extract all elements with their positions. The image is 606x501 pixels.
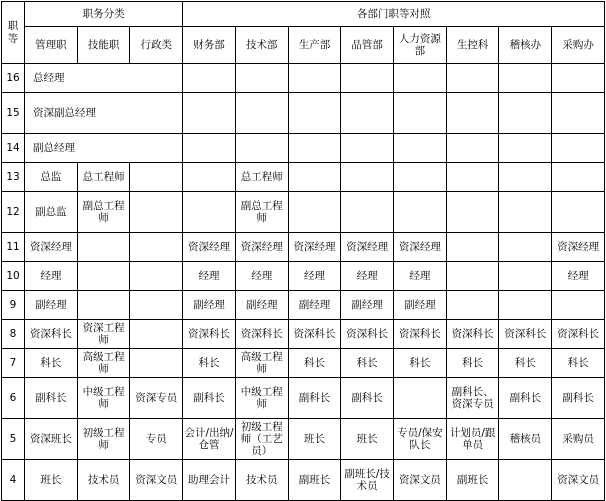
cell xyxy=(77,233,130,262)
rank-column-header: 职等 xyxy=(2,2,25,64)
cell xyxy=(552,163,605,192)
cell xyxy=(288,93,341,134)
column-header-4: 财务部 xyxy=(183,27,236,64)
cell xyxy=(394,192,447,233)
cell: 资深科长 xyxy=(25,320,78,349)
cell xyxy=(288,192,341,233)
cell xyxy=(77,262,130,291)
cell xyxy=(183,192,236,233)
cell xyxy=(341,64,394,93)
cell xyxy=(183,134,236,163)
cell: 副经理 xyxy=(394,291,447,320)
cell: 资深科长 xyxy=(341,320,394,349)
cell xyxy=(130,291,183,320)
cell: 技术员 xyxy=(77,460,130,501)
cell: 副总监 xyxy=(25,192,78,233)
cell: 经理 xyxy=(235,262,288,291)
cell-merged: 资深副总经理 xyxy=(25,93,183,134)
column-header-10: 稽核办 xyxy=(499,27,552,64)
table-row xyxy=(2,93,605,134)
table-row xyxy=(2,192,605,233)
cell: 专员 xyxy=(130,419,183,460)
cell xyxy=(446,291,499,320)
cell: 资深科长 xyxy=(499,320,552,349)
cell: 副经理 xyxy=(183,291,236,320)
cell: 经理 xyxy=(341,262,394,291)
cell xyxy=(341,163,394,192)
cell: 科长 xyxy=(25,349,78,378)
cell xyxy=(499,134,552,163)
cell: 经理 xyxy=(394,262,447,291)
table-row xyxy=(2,163,605,192)
cell: 科长 xyxy=(552,349,605,378)
cell xyxy=(235,134,288,163)
cell: 助理会计 xyxy=(183,460,236,501)
column-header-11: 采购办 xyxy=(552,27,605,64)
rank-cell: 7 xyxy=(2,349,25,378)
cell: 副科长、资深专员 xyxy=(446,378,499,419)
cell xyxy=(552,192,605,233)
cell xyxy=(446,163,499,192)
cell: 班长 xyxy=(341,419,394,460)
cell xyxy=(288,163,341,192)
cell xyxy=(499,233,552,262)
cell: 初级工程师 xyxy=(77,419,130,460)
cell: 资深经理 xyxy=(552,233,605,262)
cell: 科长 xyxy=(394,349,447,378)
cell xyxy=(552,64,605,93)
group-header-1: 职务分类 xyxy=(25,2,183,27)
rank-cell: 6 xyxy=(2,378,25,419)
cell xyxy=(446,233,499,262)
group-header-2: 各部门职等对照 xyxy=(183,2,605,27)
rank-cell: 12 xyxy=(2,192,25,233)
table-row xyxy=(2,291,605,320)
cell xyxy=(499,163,552,192)
table-row xyxy=(2,262,605,291)
cell xyxy=(130,320,183,349)
cell xyxy=(499,262,552,291)
cell: 资深经理 xyxy=(288,233,341,262)
rank-cell: 4 xyxy=(2,460,25,501)
cell: 班长 xyxy=(288,419,341,460)
cell: 资深科长 xyxy=(446,320,499,349)
cell: 资深经理 xyxy=(341,233,394,262)
cell: 班长 xyxy=(25,460,78,501)
cell: 专员/保安队长 xyxy=(394,419,447,460)
column-header-5: 技术部 xyxy=(235,27,288,64)
table-header-row-groups xyxy=(2,2,605,27)
rank-cell: 13 xyxy=(2,163,25,192)
cell: 总工程师 xyxy=(235,163,288,192)
cell: 副总工程师 xyxy=(77,192,130,233)
cell: 初级工程师（工艺员） xyxy=(235,419,288,460)
cell xyxy=(552,291,605,320)
table-row xyxy=(2,233,605,262)
table-row xyxy=(2,134,605,163)
cell xyxy=(183,93,236,134)
cell: 中级工程师 xyxy=(235,378,288,419)
rank-cell: 15 xyxy=(2,93,25,134)
cell: 副经理 xyxy=(235,291,288,320)
cell xyxy=(77,291,130,320)
column-header-1: 管理职 xyxy=(25,27,78,64)
cell: 中级工程师 xyxy=(77,378,130,419)
cell: 会计/出纳/仓管 xyxy=(183,419,236,460)
column-header-3: 行政类 xyxy=(130,27,183,64)
cell: 副科长 xyxy=(552,378,605,419)
cell xyxy=(499,93,552,134)
cell: 资深经理 xyxy=(394,233,447,262)
column-header-2: 技能职 xyxy=(77,27,130,64)
cell: 科长 xyxy=(341,349,394,378)
cell xyxy=(341,192,394,233)
cell xyxy=(499,460,552,501)
cell xyxy=(235,93,288,134)
cell: 资深专员 xyxy=(130,378,183,419)
table-header-row-columns xyxy=(2,27,605,64)
rank-cell: 10 xyxy=(2,262,25,291)
cell: 副科长 xyxy=(341,378,394,419)
cell: 科长 xyxy=(499,349,552,378)
cell xyxy=(130,262,183,291)
cell xyxy=(183,64,236,93)
cell xyxy=(130,163,183,192)
cell: 资深科长 xyxy=(394,320,447,349)
cell xyxy=(552,134,605,163)
cell: 副经理 xyxy=(341,291,394,320)
cell xyxy=(183,163,236,192)
cell xyxy=(446,134,499,163)
table-row xyxy=(2,320,605,349)
cell: 副总工程师 xyxy=(235,192,288,233)
table-row xyxy=(2,460,605,501)
rank-cell: 8 xyxy=(2,320,25,349)
cell: 采购员 xyxy=(552,419,605,460)
cell xyxy=(394,64,447,93)
cell: 资深科长 xyxy=(235,320,288,349)
rank-cell: 14 xyxy=(2,134,25,163)
cell: 副科长 xyxy=(499,378,552,419)
rank-cell: 11 xyxy=(2,233,25,262)
cell: 高级工程师 xyxy=(235,349,288,378)
cell: 副班长 xyxy=(288,460,341,501)
cell: 高级工程师 xyxy=(77,349,130,378)
cell-merged: 副总经理 xyxy=(25,134,183,163)
cell: 稽核员 xyxy=(499,419,552,460)
cell: 资深科长 xyxy=(552,320,605,349)
cell-merged: 总经理 xyxy=(25,64,183,93)
cell: 副经理 xyxy=(25,291,78,320)
cell: 副科长 xyxy=(25,378,78,419)
cell xyxy=(394,134,447,163)
rank-cell: 16 xyxy=(2,64,25,93)
cell: 资深科长 xyxy=(183,320,236,349)
job-grade-table-sheet xyxy=(0,1,606,492)
cell: 副科长 xyxy=(183,378,236,419)
cell: 副班长/技术员 xyxy=(341,460,394,501)
cell: 副经理 xyxy=(288,291,341,320)
cell: 副科长 xyxy=(288,378,341,419)
cell: 计划员/跟单员 xyxy=(446,419,499,460)
column-header-8: 人力资源部 xyxy=(394,27,447,64)
cell xyxy=(130,192,183,233)
cell xyxy=(394,93,447,134)
cell xyxy=(130,349,183,378)
table-row xyxy=(2,419,605,460)
cell xyxy=(235,64,288,93)
cell: 科长 xyxy=(446,349,499,378)
cell xyxy=(446,64,499,93)
cell xyxy=(552,93,605,134)
cell: 技术员 xyxy=(235,460,288,501)
cell: 经理 xyxy=(183,262,236,291)
cell xyxy=(394,163,447,192)
cell: 科长 xyxy=(288,349,341,378)
cell: 经理 xyxy=(552,262,605,291)
cell: 资深科长 xyxy=(288,320,341,349)
cell: 经理 xyxy=(288,262,341,291)
table-row xyxy=(2,349,605,378)
cell: 资深工程师 xyxy=(77,320,130,349)
cell: 科长 xyxy=(183,349,236,378)
cell xyxy=(446,192,499,233)
cell xyxy=(341,93,394,134)
cell: 资深经理 xyxy=(235,233,288,262)
rank-cell: 9 xyxy=(2,291,25,320)
cell xyxy=(499,192,552,233)
cell: 资深经理 xyxy=(183,233,236,262)
cell xyxy=(341,134,394,163)
column-header-9: 生控科 xyxy=(446,27,499,64)
cell xyxy=(446,93,499,134)
cell xyxy=(499,64,552,93)
cell: 资深文员 xyxy=(552,460,605,501)
cell xyxy=(394,378,447,419)
cell xyxy=(130,233,183,262)
cell xyxy=(288,134,341,163)
rank-cell: 5 xyxy=(2,419,25,460)
cell: 资深班长 xyxy=(25,419,78,460)
cell: 副班长 xyxy=(446,460,499,501)
cell xyxy=(446,262,499,291)
cell: 资深经理 xyxy=(25,233,78,262)
cell xyxy=(499,291,552,320)
table-row xyxy=(2,64,605,93)
column-header-7: 品管部 xyxy=(341,27,394,64)
cell: 总监 xyxy=(25,163,78,192)
cell xyxy=(288,64,341,93)
cell: 资深文员 xyxy=(394,460,447,501)
table-row xyxy=(2,378,605,419)
cell: 总工程师 xyxy=(77,163,130,192)
column-header-6: 生产部 xyxy=(288,27,341,64)
cell: 资深文员 xyxy=(130,460,183,501)
cell: 经理 xyxy=(25,262,78,291)
job-grade-table xyxy=(1,1,605,501)
